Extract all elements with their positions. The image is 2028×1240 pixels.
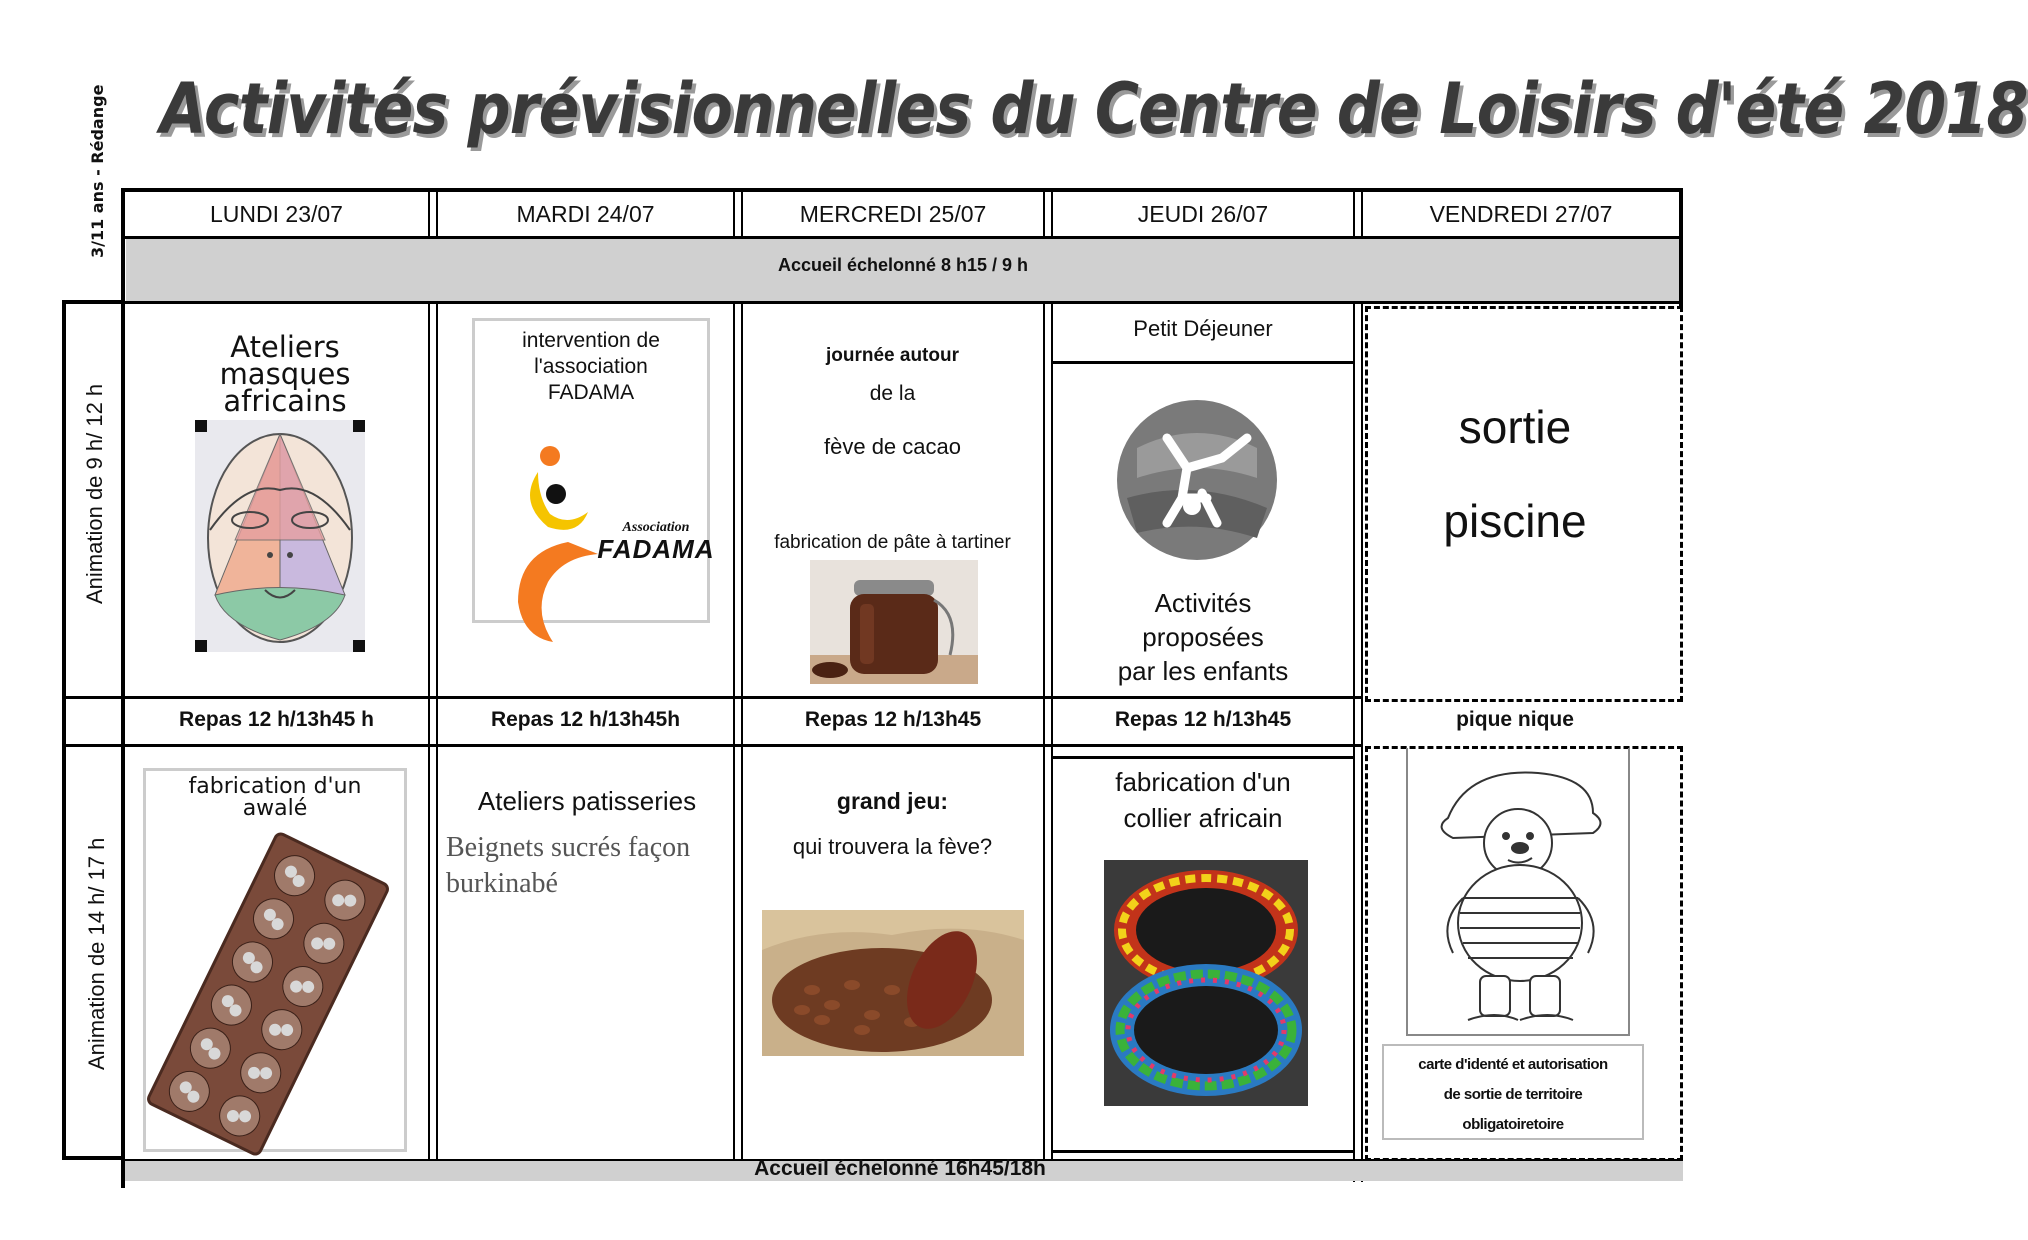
table-right-border (1679, 188, 1683, 308)
jeudi-afternoon-line2: collier africain (1123, 803, 1283, 833)
jeudi-morning-line1: Activités (1154, 588, 1252, 618)
col-line-1 (428, 302, 430, 1160)
row-label-afternoon: Animation de 14 h/ 17 h (84, 837, 109, 1070)
mercredi-afternoon-line1: grand jeu: (836, 788, 949, 814)
row-label-morning: Animation de 9 h/ 12 h (82, 383, 107, 604)
vendredi-morning-line1: sortie (1458, 401, 1572, 453)
jeudi-morning-sep (1053, 361, 1353, 364)
lunch-mardi: Repas 12 h/13h45h (490, 708, 681, 731)
mardi-afternoon-line3: burkinabé (446, 868, 558, 899)
page-title: Activités prévisionnelles du Centre de Loisirs d'été 2018 (160, 68, 2028, 150)
sep-4 (1353, 192, 1355, 238)
day-header-lundi: LUNDI 23/07 (210, 201, 343, 227)
mercredi-afternoon-line2: qui trouvera la fève? (792, 834, 993, 859)
jeudi-afternoon-bottom-sep (1053, 1150, 1353, 1153)
mercredi-morning-line2: de la (869, 382, 916, 405)
vendredi-morning-line2: piscine (1443, 495, 1587, 547)
day-header-mardi: MARDI 24/07 (516, 201, 655, 227)
day-header-jeudi: JEUDI 26/07 (1137, 201, 1269, 227)
sep-2 (733, 192, 735, 238)
fadama-logo-big: FADAMA (597, 534, 715, 564)
age-location-label: 3/11 ans - Rédange (88, 84, 107, 258)
sep-1 (428, 192, 430, 238)
jeudi-morning-line2: proposées (1142, 622, 1264, 652)
accueil-morning-text: Accueil échelonné 8 h15 / 9 h (777, 255, 1029, 275)
col-line-4b (1361, 302, 1363, 1182)
fadama-logo-small: Association (622, 520, 690, 535)
day-header-mercredi: MERCREDI 25/07 (799, 201, 987, 227)
col-line-4 (1353, 302, 1355, 1182)
jeudi-afternoon-top-sep (1053, 756, 1353, 759)
lunch-jeudi: Repas 12 h/13h45 (1114, 708, 1292, 731)
lunch-bottom-border (123, 744, 1363, 747)
lundi-morning-line3: africains (223, 384, 347, 418)
lunch-mercredi: Repas 12 h/13h45 (804, 708, 982, 731)
accueil-bottom-border (123, 301, 1683, 304)
sep-3 (1043, 192, 1045, 238)
mercredi-morning-line1: journée autour (825, 345, 959, 366)
bear-frame-bottom (1406, 1034, 1630, 1036)
awale-board (150, 838, 380, 1148)
lundi-morning-line2: masques (219, 357, 351, 391)
vendredi-note-line2: de sortie de territoire (1443, 1086, 1583, 1103)
cocoa-beans-photo (762, 910, 1024, 1056)
lunch-lundi: Repas 12 h/13h45 h (179, 708, 374, 731)
mardi-afternoon-line2: Beignets sucrés façon (446, 832, 691, 863)
mardi-morning-line1: intervention de (522, 329, 660, 352)
jeudi-morning-line3: par les enfants (1117, 656, 1289, 686)
african-collar-photo (1104, 860, 1308, 1106)
jeudi-morning-top: Petit Déjeuner (1133, 316, 1273, 341)
jeudi-afternoon-line1: fabrication d'un (1115, 767, 1291, 797)
lunch-top-border (123, 696, 1363, 699)
row-label-sep2 (62, 744, 124, 747)
day-header-vendredi: VENDREDI 27/07 (1429, 201, 1613, 227)
mardi-morning-line3: FADAMA (547, 381, 635, 404)
lundi-morning-line1: Ateliers (230, 330, 340, 364)
lundi-afternoon-line1: fabrication d'un (188, 774, 362, 799)
bear-drawing-frame (1406, 748, 1630, 1034)
mardi-afternoon-line1: Ateliers patisseries (477, 786, 697, 816)
vendredi-note-line1: carte d'identé et autorisation (1418, 1056, 1608, 1073)
mercredi-morning-line4: fabrication de pâte à tartiner (774, 532, 1011, 553)
col-line-3 (1043, 302, 1045, 1160)
col-line-2 (733, 302, 735, 1160)
chocolate-spread-jar (810, 560, 978, 684)
lundi-afternoon-line2: awalé (242, 796, 308, 821)
lunch-vendredi: pique nique (1456, 708, 1574, 731)
fadama-logo-figure (508, 442, 608, 642)
mercredi-morning-line3: fève de cacao (824, 434, 961, 459)
african-mask-drawing (195, 420, 365, 652)
accueil-evening-text: Accueil échelonné 16h45/18h (754, 1157, 1046, 1180)
vendredi-note-line3: obligatoiretoire (1462, 1116, 1564, 1133)
cartwheel-icon (1107, 398, 1287, 568)
row-label-sep1 (62, 696, 124, 699)
mardi-morning-line2: l'association (534, 355, 648, 378)
